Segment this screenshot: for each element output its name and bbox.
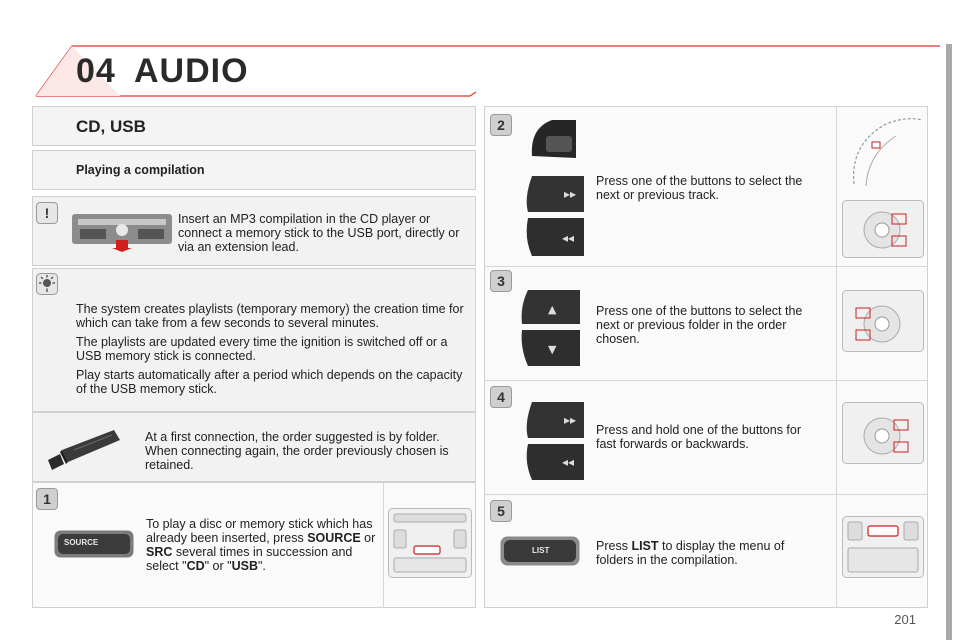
- source-button-label: SOURCE: [64, 538, 99, 547]
- step1-text: [146, 517, 378, 573]
- warning-icon: !: [36, 202, 58, 224]
- usb-word: USB: [231, 559, 258, 573]
- chapter-title: AUDIO: [134, 52, 249, 90]
- step2-text: Press one of the buttons to select the next or previous track.: [596, 174, 803, 202]
- warning-text: Insert an MP3 compilation in the CD player or connect a memory stick to the USB port, directly or via an extension lead.: [178, 212, 460, 254]
- page-edge-bar: [946, 44, 952, 640]
- step1-text-pre: To play a disc or memory stick which has already been inserted, press: [146, 517, 373, 545]
- step-number-badge: 5: [490, 500, 512, 522]
- next-previous-track-buttons: [522, 172, 588, 260]
- steering-button-icon: [528, 116, 578, 164]
- svg-text:▸▸: ▸▸: [564, 187, 577, 201]
- list-button-label: LIST: [532, 546, 550, 555]
- control-panel-illustration: [388, 508, 472, 578]
- svg-text:◂◂: ◂◂: [562, 231, 575, 245]
- control-panel-illustration: [842, 290, 924, 352]
- cd-word: CD: [186, 559, 205, 573]
- info-text: [76, 302, 470, 401]
- step3-text: Press one of the buttons to select the next or previous folder in the order chosen.: [596, 304, 803, 346]
- step-number-badge: 4: [490, 386, 512, 408]
- step1-divider: [383, 482, 384, 608]
- usb-text: At a first connection, the order suggested is by folder. When connecting again, the order previously chosen is retained.: [145, 430, 449, 472]
- page-number: 201: [894, 612, 916, 627]
- control-panel-illustration: [842, 200, 924, 258]
- up-down-folder-buttons: [518, 286, 584, 370]
- src-word: SRC: [146, 545, 173, 559]
- row-separator: [484, 494, 928, 495]
- svg-text:▼: ▼: [548, 343, 557, 356]
- control-panel-illustration: [842, 402, 924, 464]
- info-paragraph: The playlists are updated every time the ignition is switched off or a USB memory stick is connected.: [76, 335, 448, 363]
- svg-text:▸▸: ▸▸: [564, 413, 577, 427]
- step1-or: or: [360, 531, 376, 545]
- usb-stick-icon: [44, 426, 124, 472]
- step5-text-pre: Press: [596, 539, 632, 553]
- control-panel-illustration: [842, 516, 924, 578]
- fast-forward-backward-buttons: [522, 398, 588, 484]
- step-number-badge: 1: [36, 488, 58, 510]
- step1-text-end: ".: [257, 559, 266, 573]
- info-paragraph: The system creates playlists (temporary memory) the creation time for which can take from a few seconds to several minutes.: [76, 302, 464, 330]
- row-separator: [484, 380, 928, 381]
- info-paragraph: Play starts automatically after a period which depends on the capacity of the USB memory stick.: [76, 368, 463, 396]
- step-number-badge: 2: [490, 114, 512, 136]
- step-number-badge: 3: [490, 270, 512, 292]
- step4-text: Press and hold one of the buttons for fast forwards or backwards.: [596, 423, 801, 451]
- step1-text-mid: several times in succession and select ": [146, 545, 353, 573]
- steering-wheel-illustration: [846, 114, 924, 192]
- row-separator: [484, 266, 928, 267]
- step5-text-post: to display the menu of folders in the compilation.: [596, 539, 785, 567]
- subtitle: Playing a compilation: [76, 163, 205, 177]
- chapter-number: 04: [76, 52, 116, 90]
- svg-text:▲: ▲: [548, 303, 557, 316]
- step1-or2: " or ": [204, 559, 232, 573]
- list-word: LIST: [631, 539, 659, 553]
- section-title: CD, USB: [76, 117, 146, 136]
- right-divider: [836, 106, 837, 608]
- cd-player-icon: [72, 212, 172, 252]
- info-lightbulb-icon: [36, 273, 58, 295]
- source-word: SOURCE: [307, 531, 361, 545]
- step5-text: [596, 539, 816, 567]
- svg-text:◂◂: ◂◂: [562, 455, 575, 469]
